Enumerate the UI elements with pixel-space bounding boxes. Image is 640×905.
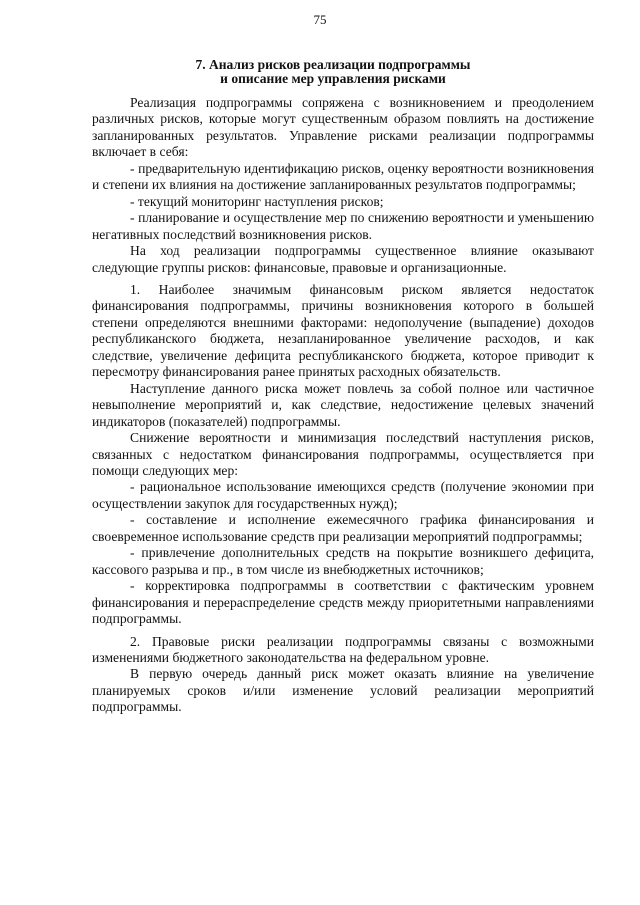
section-heading — [100, 58, 566, 86]
list-item-additional-funds: - привлечение дополнительных средств на покрытие возникшего дефицита, кассового разрыва и пр., в том числе из внебюджетных источников; — [92, 545, 594, 577]
paragraph-financial-risk: 1. Наиболее значимым финансовым риском является недостаток финансирования подпрограммы, причины возникновения которого в большей степени определяются внешними факторами: недополучение (выпадение) доходов республиканского бюджета, незапланированное увеличение расходов, и как следствие, увеличение дефицита республиканского бюджета, которое приводит к пересмотру финансирования ранее принятых расходных обязательств. — [92, 281, 594, 380]
paragraph-legal-risk-impact: В первую очередь данный риск может оказать влияние на увеличение планируемых сроков и/или изменение условий реализации мероприятий подпрограммы. — [92, 666, 594, 715]
paragraph-financial-risk-consequences: Наступление данного риска может повлечь за собой полное или частичное невыполнение мероприятий и, как следствие, недостижение целевых значений индикаторов (показателей) подпрограммы. — [92, 380, 594, 429]
list-item-program-adjustment: - корректировка подпрограммы в соответствии с фактическим уровнем финансирования и перераспределение средств между приоритетными направлениями подпрограммы. — [92, 578, 594, 627]
list-item-risk-mitigation-planning: - планирование и осуществление мер по снижению вероятности и уменьшению негативных последствий возникновения рисков. — [92, 210, 594, 242]
section-body — [92, 95, 594, 716]
paragraph-legal-risk: 2. Правовые риски реализации подпрограммы связаны с возможными изменениями бюджетного законодательства на федеральном уровне. — [92, 633, 594, 665]
list-item-risk-identification: - предварительную идентификацию рисков, оценку вероятности возникновения и степени их влияния на достижение запланированных результатов подпрограммы; — [92, 160, 594, 193]
paragraph-risk-groups: На ход реализации подпрограммы существенное влияние оказывают следующие группы рисков: финансовые, правовые и организационные. — [92, 243, 594, 275]
paragraph-intro: Реализация подпрограммы сопряжена с возникновением и преодолением различных рисков, которые могут существенным образом повлиять на достижение запланированных результатов. Управление рисками реализации подпрограммы включает в себя: — [92, 95, 594, 160]
section-heading-line-1: 7. Анализ рисков реализации подпрограммы — [195, 57, 471, 72]
section-heading-line-2: и описание мер управления рисками — [220, 71, 446, 86]
page-number: 75 — [313, 12, 327, 27]
paragraph-financial-risk-measures: Снижение вероятности и минимизация последствий наступления рисков, связанных с недостатком финансирования подпрограммы, осуществляется при помощи следующих мер: — [92, 430, 594, 478]
list-item-monthly-schedule: - составление и исполнение ежемесячного графика финансирования и своевременное использование средств при реализации мероприятий подпрограммы; — [92, 512, 594, 544]
list-item-rational-use: - рациональное использование имеющихся средств (получение экономии при осуществлении закупок для государственных нужд); — [92, 479, 594, 511]
list-item-risk-monitoring: - текущий мониторинг наступления рисков; — [130, 193, 384, 209]
